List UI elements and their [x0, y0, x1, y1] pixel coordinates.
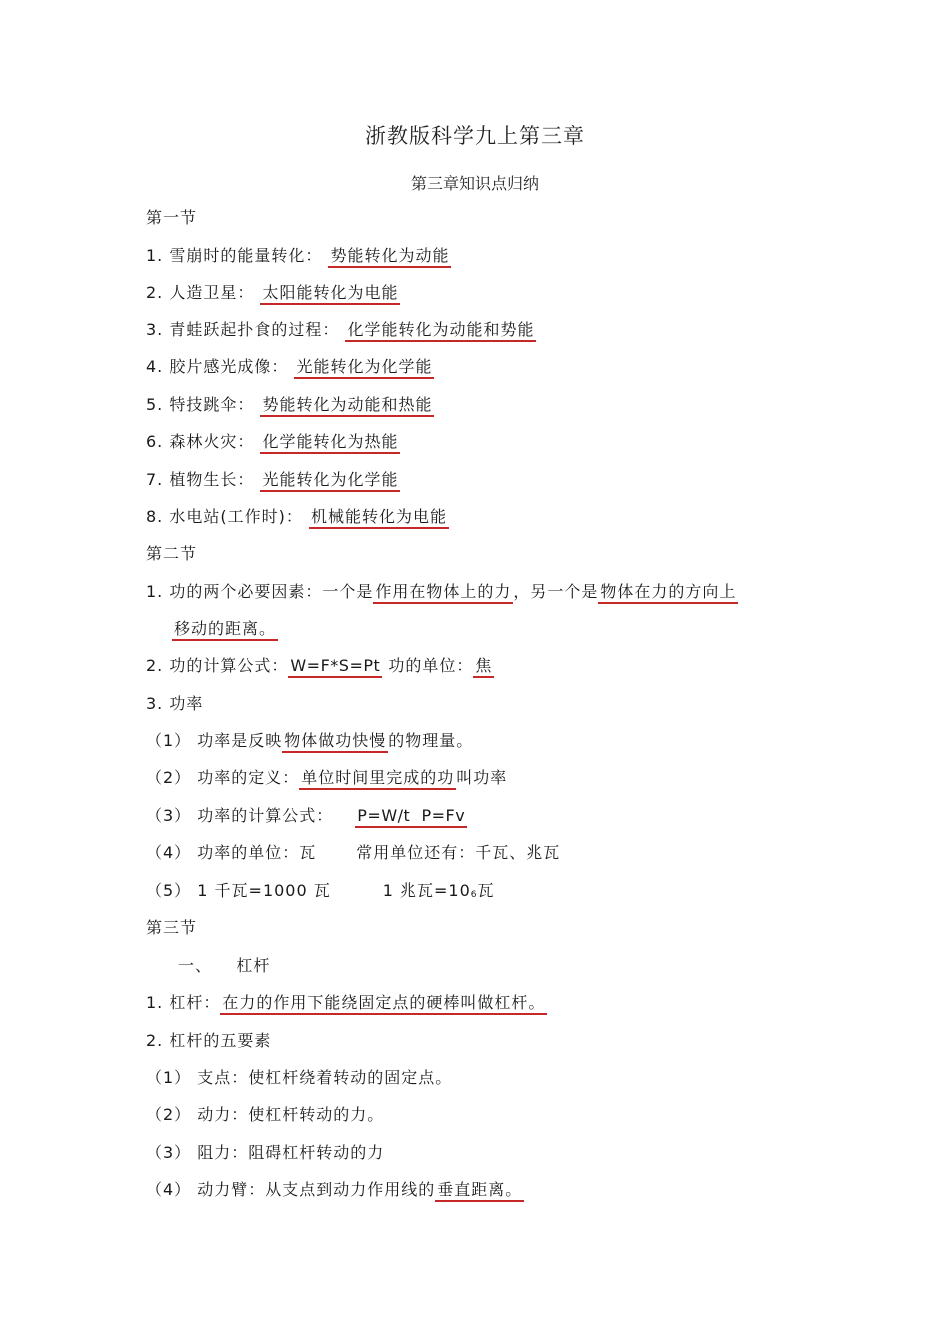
s1-item-1-answer: 势能转化为动能 — [328, 246, 451, 268]
power-point-5-b: 1 兆瓦=10 — [382, 881, 471, 900]
lever-element-4-keyword: 垂直距离。 — [435, 1180, 524, 1202]
s1-item-6-label: 6. 森林火灾： — [146, 432, 255, 451]
section-2-heading: 第二节 — [146, 544, 198, 563]
s1-item-8 — [146, 506, 449, 528]
power-point-1-a: （1） 功率是反映 — [146, 731, 283, 750]
lever-definition: 在力的作用下能绕固定点的硬棒叫做杠杆。 — [220, 993, 547, 1015]
s1-item-5 — [146, 394, 434, 416]
s1-item-4-label: 4. 胶片感光成像： — [146, 357, 289, 376]
lever-element-4 — [146, 1179, 524, 1201]
s2-item-2-unit-label: 功的单位： — [382, 656, 474, 675]
s1-item-7-label: 7. 植物生长： — [146, 470, 255, 489]
lever-element-1: （1） 支点：使杠杆绕着转动的固定点。 — [146, 1068, 453, 1087]
power-point-1-keyword: 物体做功快慢 — [282, 731, 388, 753]
s1-item-8-answer: 机械能转化为电能 — [309, 507, 449, 529]
power-point-4-a: （4） 功率的单位：瓦 — [146, 843, 317, 862]
s1-item-3-label: 3. 青蛙跃起扑食的过程： — [146, 320, 340, 339]
power-point-3-a: （3） 功率的计算公式： — [146, 806, 334, 825]
s3-item-1-label: 1. 杠杆： — [146, 993, 221, 1012]
power-point-4-b: 常用单位还有：千瓦、兆瓦 — [356, 843, 561, 862]
s1-item-1-label: 1. 雪崩时的能量转化： — [146, 246, 323, 265]
document-title: 浙教版科学九上第三章 — [365, 124, 585, 148]
s2-item-3-heading: 3. 功率 — [146, 694, 204, 713]
s1-item-6-answer: 化学能转化为热能 — [260, 432, 400, 454]
s1-item-5-answer: 势能转化为动能和热能 — [260, 395, 434, 417]
power-point-5-c: 瓦 — [477, 881, 495, 900]
s2-item-2-label: 2. 功的计算公式： — [146, 656, 289, 675]
s2-item-1-text-c: ，另一个是 — [513, 582, 599, 601]
power-point-4 — [146, 842, 560, 864]
section-3-heading: 第三节 — [146, 918, 198, 937]
s1-item-3-answer: 化学能转化为动能和势能 — [345, 320, 536, 342]
s2-item-1-line-1 — [146, 581, 738, 603]
power-point-1 — [146, 730, 473, 752]
document-subtitle: 第三章知识点归纳 — [410, 174, 539, 193]
work-formula: W=F*S=Pt — [288, 656, 382, 678]
power-point-5-a: （5） 1 千瓦=1000 瓦 — [146, 881, 331, 900]
s2-item-1-distance: 移动的距离。 — [172, 619, 278, 641]
s2-item-2 — [146, 655, 494, 677]
s1-item-2-answer: 太阳能转化为电能 — [260, 283, 400, 305]
s1-item-5-label: 5. 特技跳伞： — [146, 395, 255, 414]
s3-item-1 — [146, 992, 547, 1014]
lever-sub-heading: 一、 杠杆 — [178, 956, 271, 975]
s2-item-1-force: 作用在物体上的力 — [373, 582, 513, 604]
lever-element-2: （2） 动力：使杠杆转动的力。 — [146, 1105, 385, 1124]
s1-item-8-label: 8. 水电站(工作时)： — [146, 507, 303, 526]
s3-item-2-heading: 2. 杠杆的五要素 — [146, 1031, 272, 1050]
power-point-5 — [146, 880, 495, 906]
power-point-1-b: 的物理量。 — [388, 731, 474, 750]
s1-item-2 — [146, 282, 400, 304]
work-unit: 焦 — [473, 656, 494, 678]
s1-item-6 — [146, 431, 400, 453]
power-point-2 — [146, 767, 507, 789]
s1-item-7 — [146, 469, 400, 491]
s2-item-1-text-a: 1. 功的两个必要因素：一个是 — [146, 582, 374, 601]
s1-item-4-answer: 光能转化为化学能 — [294, 357, 434, 379]
section-1-heading: 第一节 — [146, 208, 198, 227]
s1-item-2-label: 2. 人造卫星： — [146, 283, 255, 302]
power-point-2-a: （2） 功率的定义： — [146, 768, 300, 787]
s1-item-1 — [146, 245, 451, 267]
power-point-5-exponent: 6 — [470, 890, 478, 900]
lever-element-4-a: （4） 动力臂：从支点到动力作用线的 — [146, 1180, 436, 1199]
lever-element-3: （3） 阻力：阻碍杠杆转动的力 — [146, 1143, 385, 1162]
power-point-2-b: 叫功率 — [456, 768, 508, 787]
power-formula: P=W/t P=Fv — [355, 806, 467, 828]
power-point-3 — [146, 805, 467, 827]
s1-item-7-answer: 光能转化为化学能 — [260, 470, 400, 492]
s1-item-3 — [146, 319, 536, 341]
s2-item-1-line-2 — [172, 618, 278, 640]
s2-item-1-direction: 物体在力的方向上 — [598, 582, 738, 604]
s1-item-4 — [146, 356, 434, 378]
power-point-2-keyword: 单位时间里完成的功 — [299, 768, 456, 790]
